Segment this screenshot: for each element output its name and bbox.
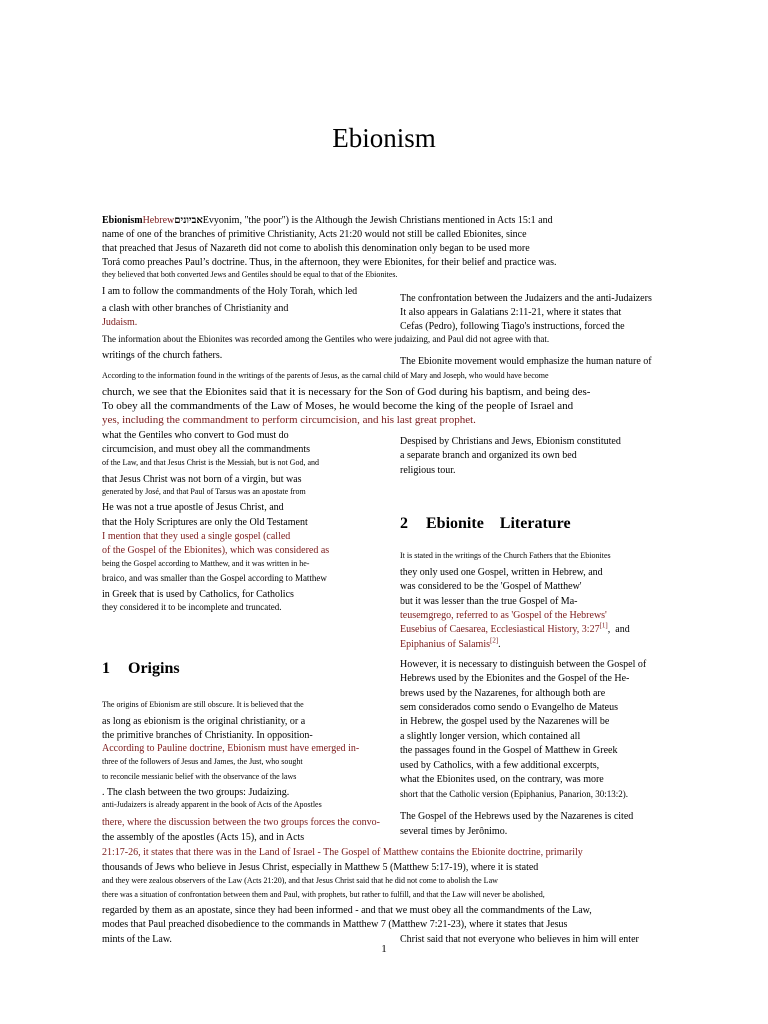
text-line: religious tour.	[400, 465, 456, 476]
text-line: a separate branch and organized its own bed	[400, 450, 577, 461]
text-line: in Hebrew, the gospel used by the Nazarenes will be	[400, 716, 610, 727]
text-line: they believed that both converted Jews and Gentiles should be equal to that of the Ebionites.	[102, 270, 398, 279]
text-line: The Gospel of the Hebrews used by the Nazarenes is cited	[400, 811, 634, 822]
text-line: a clash with other branches of Christianity and	[102, 303, 289, 314]
text-line: but it was lesser than the true Gospel of Ma-	[400, 596, 578, 607]
text-line: circumcision, and must obey all the commandments	[102, 444, 311, 455]
text-line: The origins of Ebionism are still obscure. It is believed that the	[102, 700, 304, 709]
text-line: as long as ebionism is the original christianity, or a	[102, 716, 306, 727]
text-line: braico, and was smaller than the Gospel according to Matthew	[102, 573, 327, 583]
gospel-hebrews-link[interactable]: teusemgrego, referred to as 'Gospel of the Hebrews'	[400, 610, 607, 621]
text-line: was considered to be the 'Gospel of Matthew'	[400, 581, 582, 592]
text-line: brews used by the Nazarenes, for although both are	[400, 688, 606, 699]
text-line: Cefas (Pedro), following Tiago's instructions, forced the	[400, 321, 625, 332]
intro-rest: Evyonim, "the poor") is the Although the Jewish Christians mentioned in Acts 15:1 and	[202, 215, 553, 226]
section-title: Ebionite Literature	[426, 515, 571, 532]
hebrew-link[interactable]: Hebrew	[142, 215, 175, 226]
text-line: Christ said that not everyone who believes in him will enter	[400, 934, 639, 945]
text-line: The information about the Ebionites was recorded among the Gentiles who were judaizing, and Paul did not agree with that.	[102, 334, 550, 344]
text-line: what the Ebionites used, on the contrary, was more	[400, 774, 604, 785]
epiphanius-link[interactable]: Epiphanius of Salamis	[400, 639, 490, 650]
intro-line	[102, 215, 553, 226]
text-line: mints of the Law.	[102, 934, 172, 945]
text-line: Eusebius of Caesarea, Ecclesiastical History, 3:27[1], and	[400, 621, 630, 635]
text-line: Despised by Christians and Jews, Ebionism constituted	[400, 436, 621, 447]
text-line: thousands of Jews who believe in Jesus Christ, especially in Matthew 5 (Matthew 5:17-19), where it is stated	[102, 862, 539, 873]
section-heading-literature	[400, 514, 571, 533]
gospel-link[interactable]: I mention that they used a single gospel (called	[102, 531, 291, 542]
and-word: and	[615, 624, 630, 635]
page-title: Ebionism	[332, 123, 436, 153]
text-line: used by Catholics, with a few additional excerpts,	[400, 760, 600, 771]
ref-1[interactable]: [1]	[599, 621, 608, 630]
text-line: I am to follow the commandments of the Holy Torah, which led	[102, 286, 358, 297]
text-line: the primitive branches of Christianity. In opposition-	[102, 730, 313, 741]
text-line: name of one of the branches of primitive Christianity, Acts 21:20 would not still be called Ebionites, since	[102, 229, 527, 240]
text-line: It is stated in the writings of the Church Fathers that the Ebionites	[400, 551, 611, 560]
hebrew-word: אביונים	[174, 215, 203, 226]
text-line: three of the followers of Jesus and James, the Just, who sought	[102, 757, 303, 766]
text-line: church, we see that the Ebionites said that it is necessary for the Son of God during his baptism, and being des-	[102, 386, 591, 398]
text-line: . The clash between the two groups: Judaizing.	[102, 787, 290, 798]
section-number: 2	[400, 515, 408, 532]
acts-link[interactable]: 21:17-26, it states that there was in the Land of Israel - The Gospel of Matthew contains the Ebionite doctrine, primarily	[102, 847, 583, 858]
text-line: there was a situation of confrontation between them and Paul, with prophets, but rather to fulfill, and that the Law will never be abolished,	[102, 890, 545, 899]
text-line: short that the Catholic version (Epiphanius, Panarion, 30:13:2).	[400, 789, 628, 799]
section-number: 1	[102, 660, 110, 677]
pauline-link[interactable]: According to Pauline doctrine, Ebionism must have emerged in-	[102, 743, 360, 754]
text-line: According to the information found in the writings of the parents of Jesus, as the carnal child of Mary and Joseph, who would have become	[102, 371, 549, 380]
text-line: to reconcile messianic belief with the observance of the laws	[102, 772, 297, 781]
text-line: Hebrews used by the Ebionites and the Gospel of the He-	[400, 673, 630, 684]
text-line: that preached that Jesus of Nazareth did not come to abolish this denomination only began to be used more	[102, 243, 530, 254]
text-line: that the Holy Scriptures are only the Old Testament	[102, 517, 308, 528]
text-line: It also appears in Galatians 2:11-21, where it states that	[400, 307, 622, 318]
text-line: the assembly of the apostles (Acts 15), and in Acts	[102, 832, 305, 843]
text-line: Epiphanius of Salamis[2].	[400, 636, 501, 650]
ref-2[interactable]: [2]	[490, 636, 499, 645]
text-line: being the Gospel according to Matthew, and it was written in he-	[102, 559, 310, 568]
intro-term: Ebionism	[102, 215, 143, 226]
gospel-ebionites-link[interactable]: of the Gospel of the Ebionites), which was considered as	[102, 545, 330, 556]
discussion-link[interactable]: there, where the discussion between the two groups forces the convo-	[102, 817, 380, 828]
text-line: anti-Judaizers is already apparent in the book of Acts of the Apostles	[102, 800, 322, 809]
section-heading-origins	[102, 659, 180, 678]
text-line: and they were zealous observers of the Law (Acts 21:20), and that Jesus Christ said that he did not come to abolish the Law	[102, 876, 498, 885]
page-number: 1	[381, 943, 387, 955]
text-line: The Ebionite movement would emphasize the human nature of	[400, 356, 652, 367]
text-line: regarded by them as an apostate, since they had been informed - and that we must obey all the commandments of the Law,	[102, 905, 592, 916]
text-line: the passages found in the Gospel of Matthew in Greek	[400, 745, 618, 756]
text-line: modes that Paul preached disobedience to the commands in Matthew 7 (Matthew 7:21-23), where it states that Jesus	[102, 919, 568, 930]
text-line: they considered it to be incomplete and truncated.	[102, 602, 282, 612]
text-line: in Greek that is used by Catholics, for Catholics	[102, 589, 294, 600]
section-title: Origins	[128, 660, 180, 677]
text-line: of the Law, and that Jesus Christ is the Messiah, but is not God, and	[102, 458, 320, 467]
eusebius-link[interactable]: Eusebius of Caesarea, Ecclesiastical History, 3:27	[400, 624, 600, 635]
text-line: Torá como preaches Paul’s doctrine. Thus, in the afternoon, they were Ebionites, for their belief and practice was.	[102, 257, 557, 268]
text-line: what the Gentiles who convert to God must do	[102, 430, 289, 441]
text-line: He was not a true apostle of Jesus Christ, and	[102, 502, 284, 513]
text-line: a slightly longer version, which contained all	[400, 731, 581, 742]
text-line: they only used one Gospel, written in Hebrew, and	[400, 567, 603, 578]
text-line: writings of the church fathers.	[102, 350, 223, 361]
text-line: To obey all the commandments of the Law of Moses, he would become the king of the people of Israel and	[102, 400, 574, 412]
judaism-link[interactable]: Judaism.	[102, 317, 138, 328]
text-line: several times by Jerônimo.	[400, 826, 508, 837]
text-line: However, it is necessary to distinguish between the Gospel of	[400, 659, 647, 670]
text-line: The confrontation between the Judaizers and the anti-Judaizers	[400, 293, 652, 304]
text-line: generated by José, and that Paul of Tarsus was an apostate from	[102, 487, 306, 496]
text-line: sem considerados como sendo o Evangelho de Mateus	[400, 702, 619, 713]
circumcision-link[interactable]: yes, including the commandment to perform circumcision, and his last great prophet.	[102, 414, 476, 426]
text-line: that Jesus Christ was not born of a virgin, but was	[102, 474, 302, 485]
